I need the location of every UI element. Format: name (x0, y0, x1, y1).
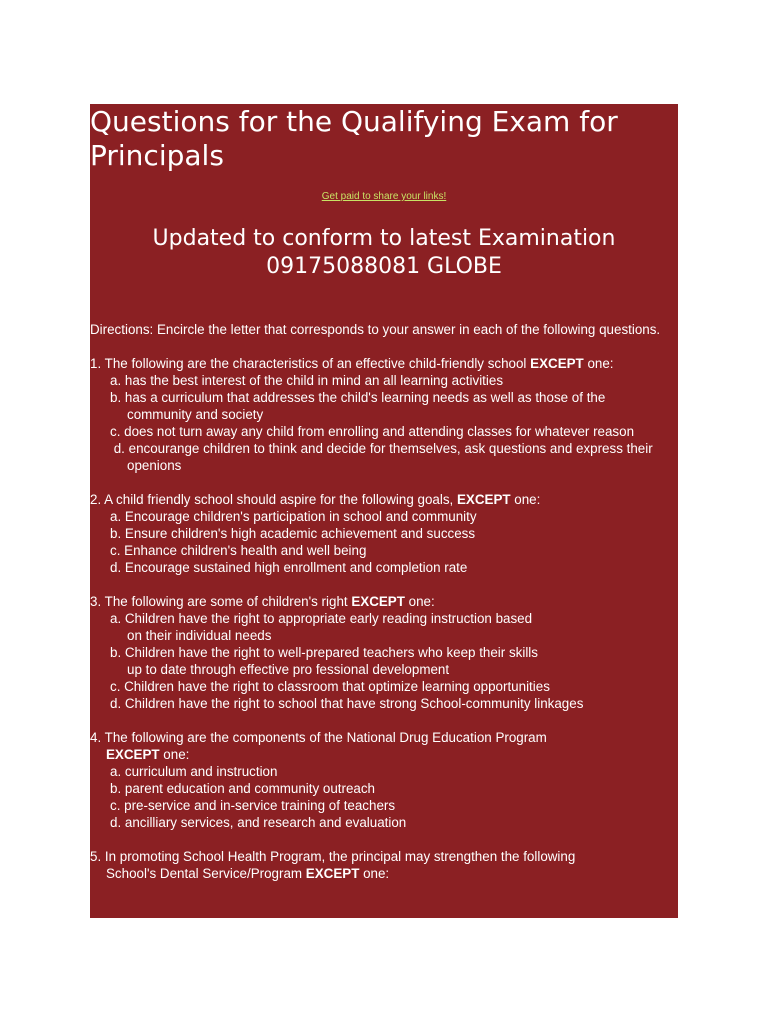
choice-b-cont: up to date through effective pro fessional development (127, 662, 450, 677)
question-stem: 4. The following are the components of the National Drug Education Program (90, 730, 547, 745)
promo-line (90, 191, 678, 203)
question-5 (90, 848, 678, 882)
promo-link[interactable]: Get paid to share your links! (321, 191, 447, 202)
directions: Directions: Encircle the letter that corresponds to your answer in each of the following questions. (90, 322, 661, 337)
choice-a: a. Children have the right to appropriate early reading instruction based (110, 611, 533, 626)
choice-a: a. curriculum and instruction (110, 764, 278, 779)
choice-d: d. encourange children to think and decide for themselves, ask questions and express their (110, 441, 653, 456)
choice-a-cont: on their individual needs (127, 628, 272, 643)
choice-b: b. parent education and community outreach (110, 781, 376, 796)
choice-b: b. Children have the right to well-prepared teachers who keep their skills (110, 645, 538, 660)
question-4 (90, 729, 678, 831)
choice-b-cont: community and society (127, 407, 264, 422)
choice-c: c. Enhance children's health and well being (110, 543, 367, 558)
updated-line-1: Updated to conform to latest Examination (152, 226, 616, 251)
exam-body (90, 321, 678, 882)
question-2 (90, 491, 678, 576)
choice-c: c. Children have the right to classroom that optimize learning opportunities (110, 679, 550, 694)
document-page (90, 104, 678, 918)
question-stem-cont: School's Dental Service/Program EXCEPT one: (106, 866, 390, 881)
question-stem: 2. A child friendly school should aspire for the following goals, EXCEPT one: (90, 492, 541, 507)
question-stem: 1. The following are the characteristics of an effective child-friendly school EXCEPT one: (90, 356, 614, 371)
choice-a: a. Encourage children's participation in school and community (110, 509, 477, 524)
question-stem: 5. In promoting School Health Program, the principal may strengthen the following (90, 849, 576, 864)
choice-d: d. Children have the right to school that have strong School-community linkages (110, 696, 584, 711)
choice-c: c. pre-service and in-service training of teachers (110, 798, 396, 813)
question-3 (90, 593, 678, 712)
page-title: Questions for the Qualifying Exam for Principals (90, 105, 618, 172)
choice-b: b. Ensure children's high academic achievement and success (110, 526, 476, 541)
choice-d: d. ancilliary services, and research and evaluation (110, 815, 407, 830)
question-stem: 3. The following are some of children's right EXCEPT one: (90, 594, 435, 609)
choice-b: b. has a curriculum that addresses the child's learning needs as well as those of the (110, 390, 606, 405)
updated-line-2: 09175088081 GLOBE (266, 254, 502, 279)
choice-d-cont: openions (127, 458, 182, 473)
question-stem-cont: EXCEPT one: (106, 747, 190, 762)
choice-a: a. has the best interest of the child in mind an all learning activities (110, 373, 504, 388)
choice-c: c. does not turn away any child from enrolling and attending classes for whatever reason (110, 424, 635, 439)
choice-d: d. Encourage sustained high enrollment and completion rate (110, 560, 468, 575)
updated-notice (90, 225, 678, 281)
question-1 (90, 355, 678, 474)
